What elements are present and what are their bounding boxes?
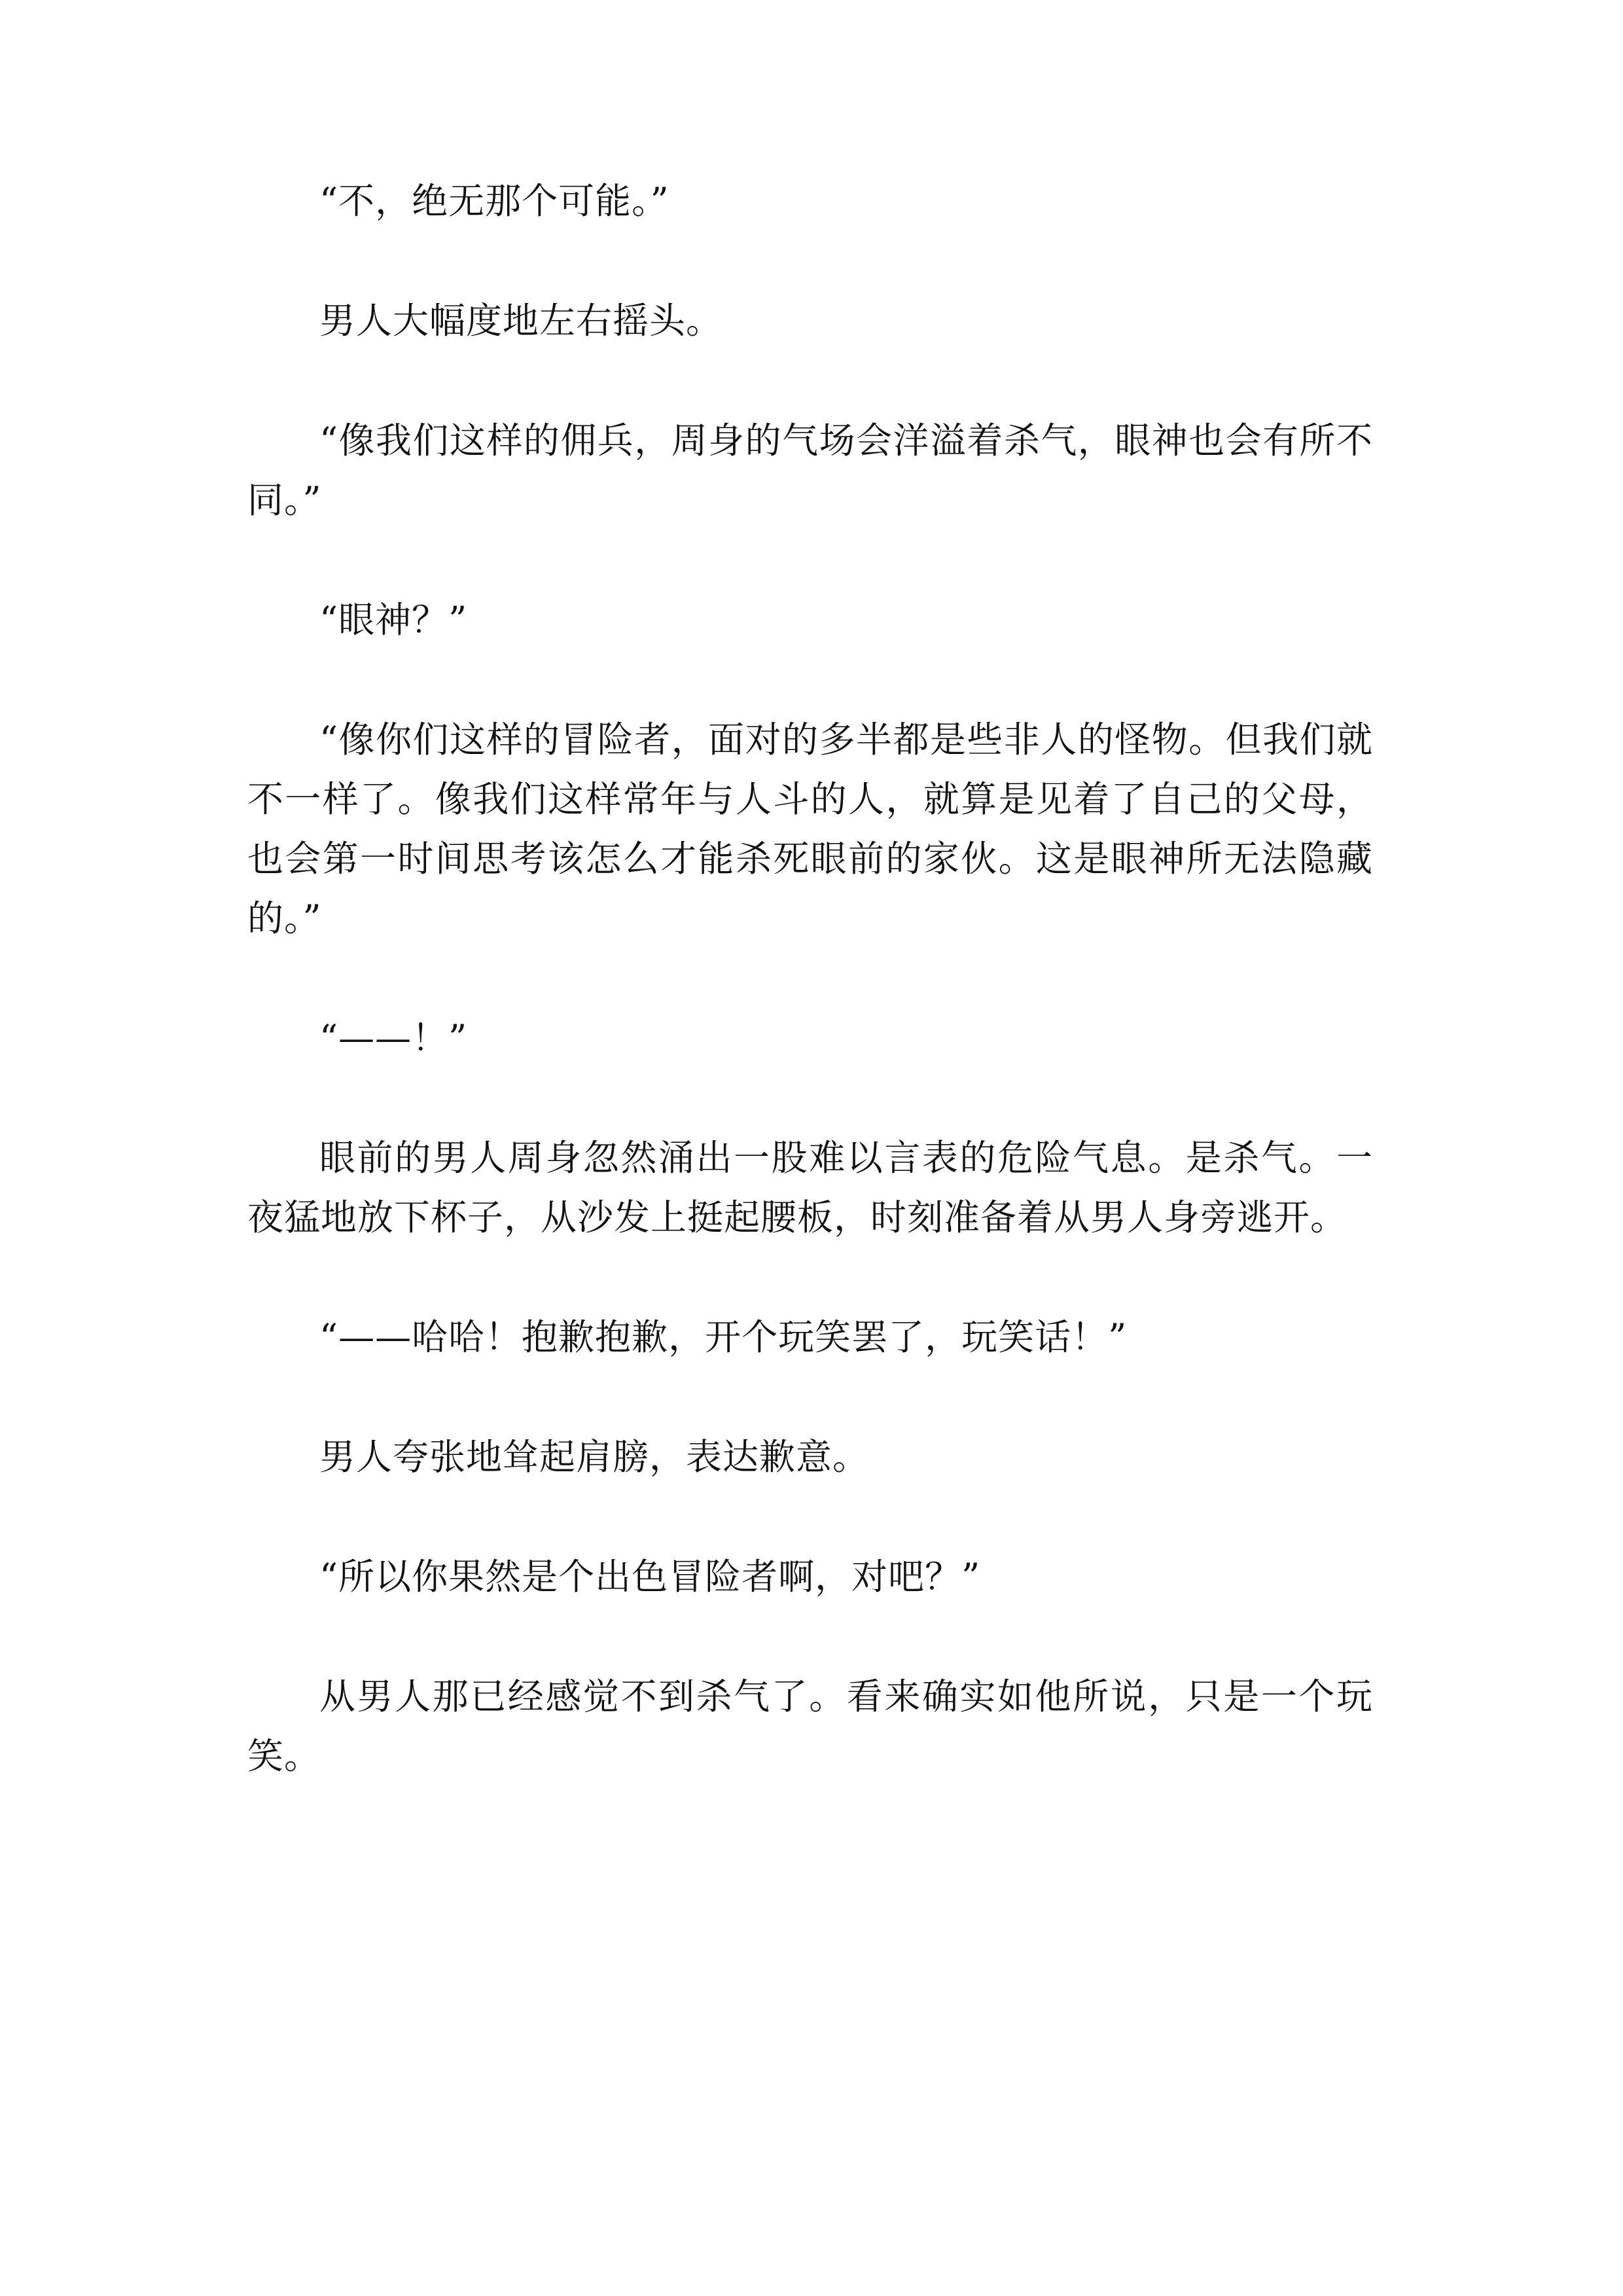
paragraph-9: 男人夸张地耸起肩膀，表达歉意。 (319, 1436, 870, 1478)
paragraph-11: 从男人那已经感觉不到杀气了。看来确实如他所说，只是一个玩笑。 (247, 1676, 1373, 1777)
paragraph-4: “眼神？” (319, 599, 468, 641)
paragraph-6: “——！” (319, 1017, 468, 1059)
paragraph-7: 眼前的男人周身忽然涌出一股难以言表的危险气息。是杀气。一夜猛地放下杯子，从沙发上挺起腰板，时刻准备着从男人身旁逃开。 (247, 1137, 1373, 1238)
paragraph-3: “像我们这样的佣兵，周身的气场会洋溢着杀气，眼神也会有所不同。” (247, 420, 1373, 521)
body-text (247, 171, 1373, 1846)
paragraph-1: “不，绝无那个可能。” (319, 180, 669, 222)
paragraph-8: “——哈哈！抱歉抱歉，开个玩笑罢了，玩笑话！” (319, 1316, 1128, 1358)
paragraph-5: “像你们这样的冒险者，面对的多半都是些非人的怪物。但我们就不一样了。像我们这样常年与人斗的人，就算是见着了自己的父母，也会第一时间思考该怎么才能杀死眼前的家伙。这是眼神所无法隐藏的。” (247, 719, 1373, 939)
paragraph-2: 男人大幅度地左右摇头。 (319, 300, 723, 342)
paragraph-10: “所以你果然是个出色冒险者啊，对吧？” (319, 1556, 981, 1598)
